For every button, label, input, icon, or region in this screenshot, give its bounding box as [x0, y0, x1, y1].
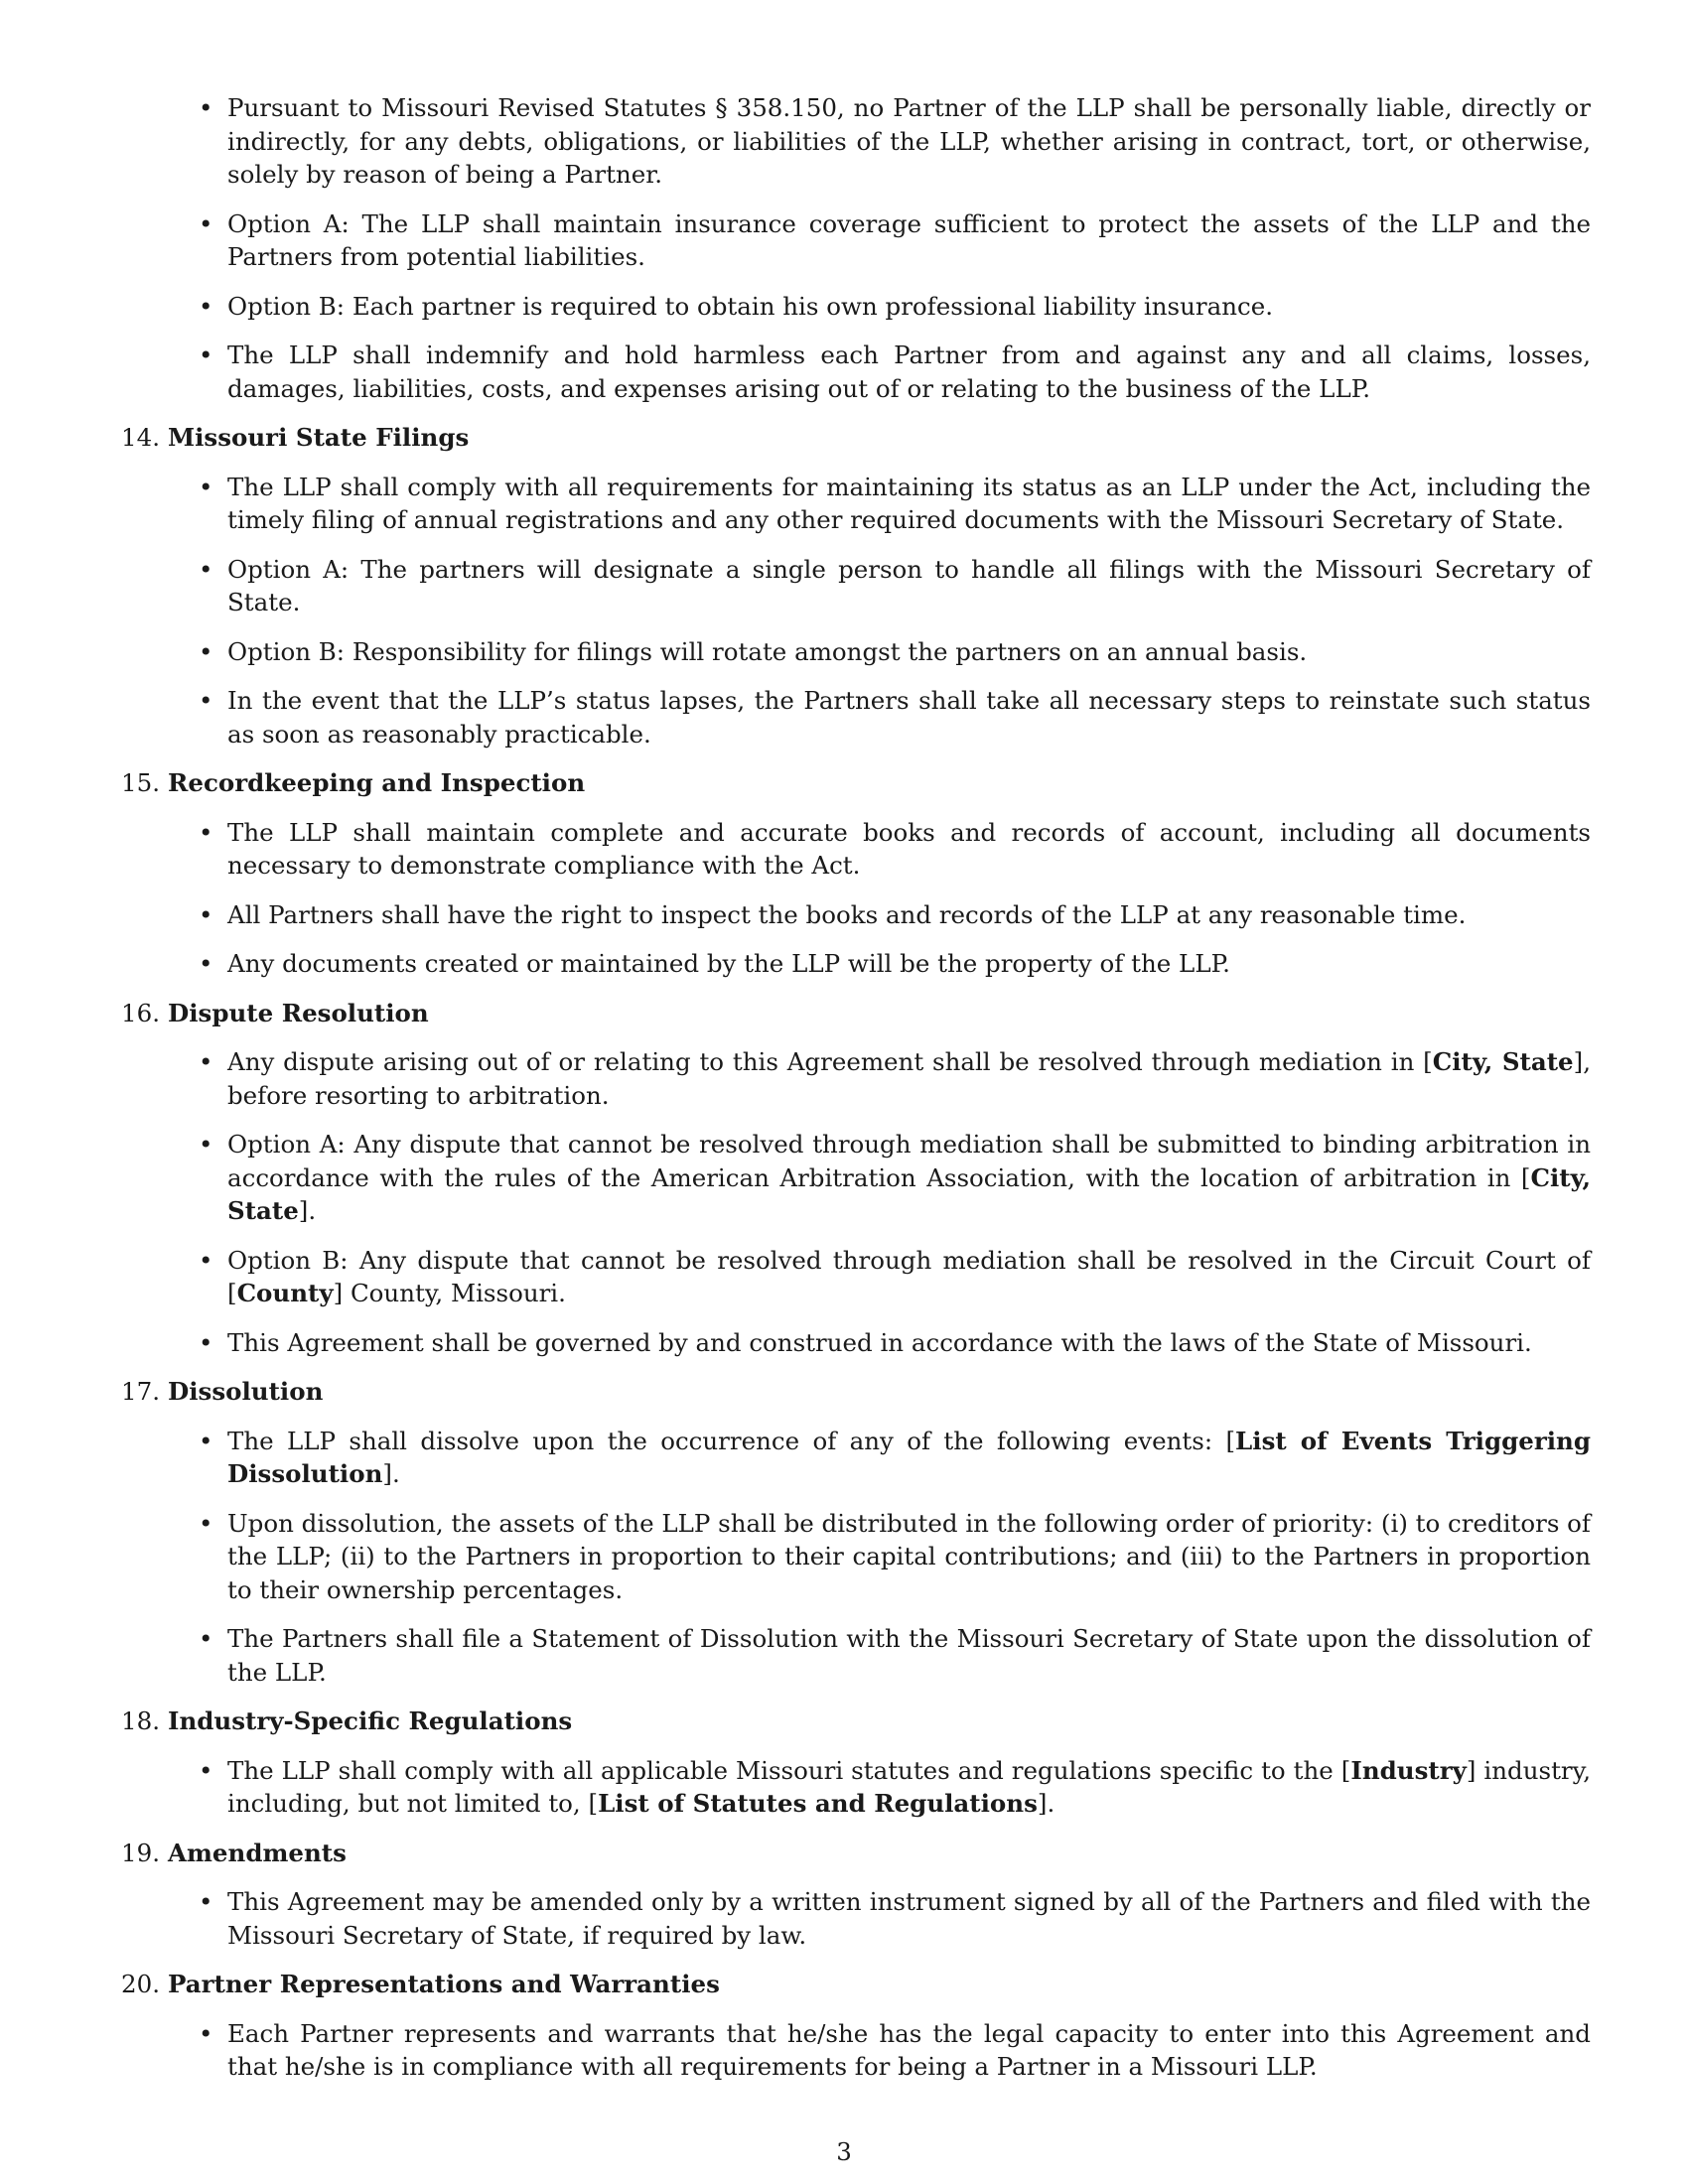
list-item: • This Agreement may be amended only by a written instrument signed by all of the Partners and filed with the Missouri Secretary of State, if required by law. — [0, 1885, 1688, 1952]
section-number: 20. — [121, 1970, 160, 1998]
section — [0, 1375, 1688, 1689]
text-run: ]. — [1037, 1789, 1055, 1818]
section-number: 16. — [121, 998, 160, 1027]
section-bullet-list — [0, 1885, 1688, 1952]
placeholder-field: County — [236, 1279, 334, 1307]
list-item: • The LLP shall indemnify and hold harmless each Partner from and against any and all claims, losses, damages, liabilities, costs, and expenses arising out of or relating to the business of the LLP. — [0, 339, 1688, 405]
text-run: ] industry, including, but not limited to, [ — [227, 1755, 1591, 1818]
section-title: Recordkeeping and Inspection — [168, 768, 586, 797]
list-item: • This Agreement shall be governed by and construed in accordance with the laws of the State of Missouri. — [0, 1326, 1688, 1360]
section-heading — [0, 766, 1688, 800]
section-title: Industry-Specific Regulations — [168, 1706, 573, 1735]
list-item — [0, 1425, 1688, 1491]
placeholder-field: City, State — [227, 1162, 1591, 1225]
document-body — [0, 91, 1688, 2100]
section-number: 14. — [121, 423, 160, 452]
section — [0, 421, 1688, 751]
list-item: • Option A: The partners will designate a single person to handle all filings with the Missouri Secretary of State. — [0, 553, 1688, 619]
list-item: • The LLP shall comply with all requirements for maintaining its status as an LLP under the Act, including the timely filing of annual registrations and any other required documents with the Missouri Secretary of State. — [0, 471, 1688, 537]
section-number: 17. — [121, 1377, 160, 1406]
list-item: • The Partners shall file a Statement of Dissolution with the Missouri Secretary of State upon the dissolution of the LLP. — [0, 1622, 1688, 1689]
section-title: Dissolution — [168, 1377, 324, 1406]
text-run: ], before resorting to arbitration. — [227, 1047, 1591, 1110]
section-heading — [0, 1375, 1688, 1409]
placeholder-field: Industry — [1350, 1755, 1467, 1785]
list-item — [0, 1045, 1688, 1112]
section-bullet-list — [0, 1754, 1688, 1821]
section-bullet-list — [0, 816, 1688, 981]
placeholder-field: City, State — [1432, 1047, 1574, 1076]
section-heading — [0, 1968, 1688, 2001]
text-run: The LLP shall comply with all applicable Missouri statutes and regulations specific to the [ — [227, 1755, 1351, 1785]
list-item — [0, 1754, 1688, 1821]
sections-container — [0, 421, 1688, 2084]
section — [0, 997, 1688, 1360]
list-item: • Option A: The LLP shall maintain insurance coverage sufficient to protect the assets of the LLP and the Partners from potential liabilities. — [0, 207, 1688, 274]
list-item: • Option B: Each partner is required to obtain his own professional liability insurance. — [0, 290, 1688, 324]
section-title: Amendments — [168, 1838, 347, 1867]
text-run: Option B: Any dispute that cannot be resolved through mediation shall be resolved in the Circuit Court of [ — [227, 1245, 1591, 1307]
section-title: Partner Representations and Warranties — [168, 1970, 720, 1998]
list-item: • In the event that the LLP’s status lapses, the Partners shall take all necessary steps to reinstate such status as soon as reasonably practicable. — [0, 684, 1688, 751]
list-item — [0, 1128, 1688, 1228]
section-bullet-list — [0, 471, 1688, 751]
section-bullet-list — [0, 1045, 1688, 1359]
text-run: ]. — [298, 1196, 317, 1225]
section — [0, 1705, 1688, 1821]
list-item: • Any documents created or maintained by the LLP will be the property of the LLP. — [0, 947, 1688, 981]
section-heading — [0, 1705, 1688, 1738]
section-heading — [0, 421, 1688, 455]
section-number: 15. — [121, 768, 160, 797]
section-title: Missouri State Filings — [168, 423, 470, 452]
text-run: ]. — [382, 1459, 400, 1488]
section-number: 19. — [121, 1838, 160, 1867]
text-run: Option A: Any dispute that cannot be resolved through mediation shall be submitted to binding arbitration in accordance with the rules of the American Arbitration Association, with the location of arbitration in [ — [227, 1130, 1591, 1192]
section — [0, 766, 1688, 981]
list-item: • Option B: Responsibility for filings will rotate amongst the partners on an annual basis. — [0, 635, 1688, 669]
placeholder-field: List of Events Triggering Dissolution — [227, 1426, 1591, 1488]
list-item: • The LLP shall maintain complete and accurate books and records of account, including all documents necessary to demonstrate compliance with the Act. — [0, 816, 1688, 883]
text-run: Any dispute arising out of or relating to this Agreement shall be resolved through mediation in [ — [227, 1047, 1433, 1076]
section — [0, 1968, 1688, 2084]
section-heading — [0, 997, 1688, 1030]
placeholder-field: List of Statutes and Regulations — [598, 1789, 1038, 1818]
text-run: The LLP shall dissolve upon the occurrence of any of the following events: [ — [227, 1426, 1236, 1455]
list-item: • All Partners shall have the right to inspect the books and records of the LLP at any reasonable time. — [0, 898, 1688, 932]
list-item: • Each Partner represents and warrants that he/she has the legal capacity to enter into this Agreement and that he/she is in compliance with all requirements for being a Partner in a Missouri LLP. — [0, 2017, 1688, 2084]
section — [0, 1837, 1688, 1953]
text-run: ] County, Missouri. — [333, 1279, 566, 1307]
section-number: 18. — [121, 1706, 160, 1735]
list-item: • Pursuant to Missouri Revised Statutes § 358.150, no Partner of the LLP shall be personally liable, directly or indirectly, for any debts, obligations, or liabilities of the LLP, whether arising in contract, tort, or otherwise, solely by reason of being a Partner. — [0, 91, 1688, 192]
section-heading — [0, 1837, 1688, 1870]
list-item: • Upon dissolution, the assets of the LLP shall be distributed in the following order of priority: (i) to creditors of the LLP; (ii) to the Partners in proportion to their capital contributions; and (iii) to the Partners in proportion to their ownership percentages. — [0, 1507, 1688, 1607]
page-number: 3 — [836, 2137, 852, 2166]
section-bullet-list — [0, 2017, 1688, 2084]
section-title: Dispute Resolution — [168, 998, 429, 1027]
list-item — [0, 1244, 1688, 1310]
intro-bullet-list — [0, 91, 1688, 405]
section-bullet-list — [0, 1425, 1688, 1690]
